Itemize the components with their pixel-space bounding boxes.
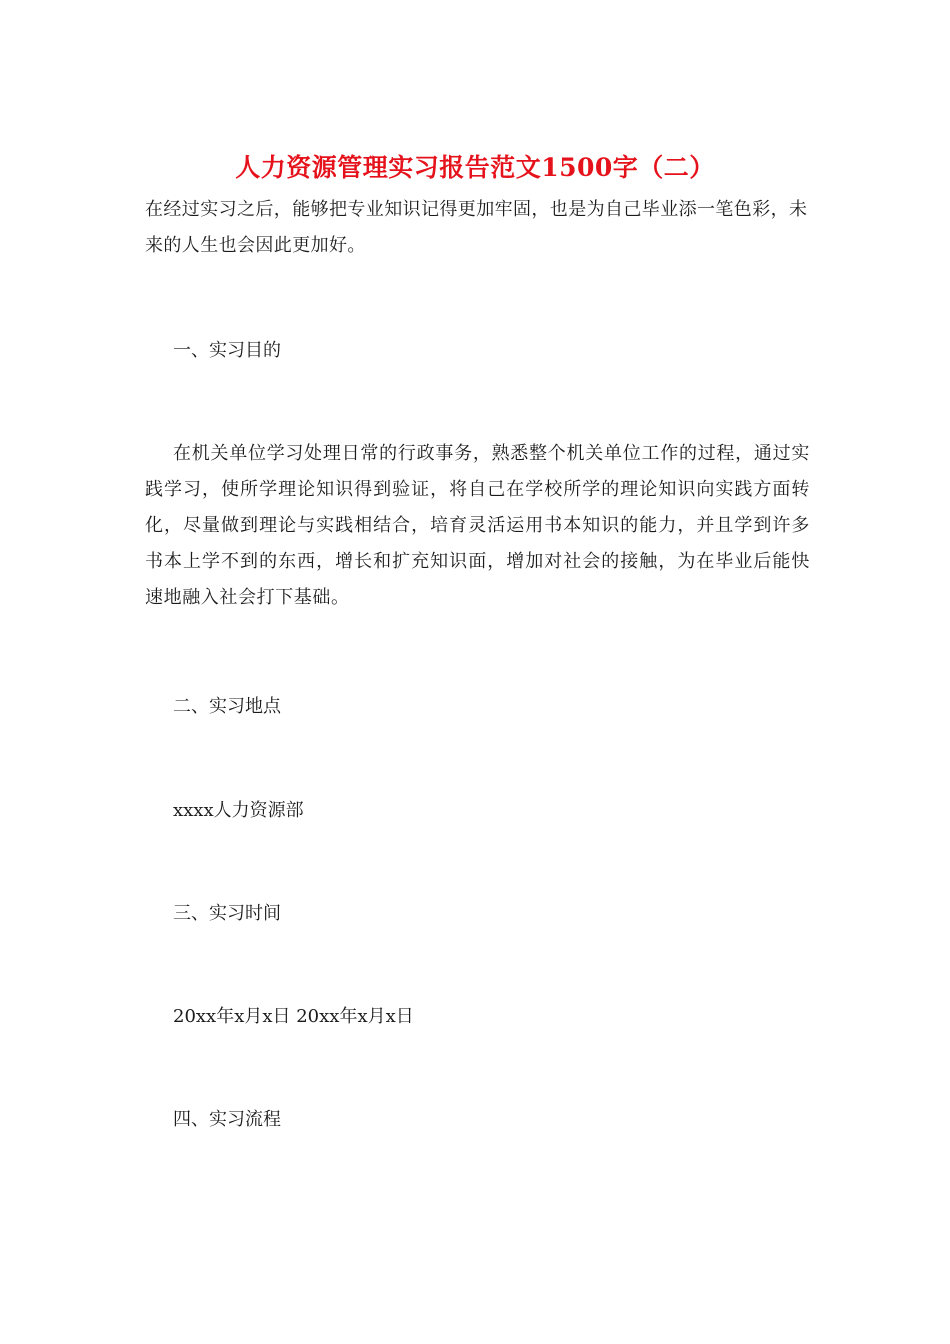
intro-paragraph: 在经过实习之后，能够把专业知识记得更加牢固，也是为自己毕业添一笔色彩，未来的人生也会因此更加好。 — [145, 199, 808, 256]
section-body-purpose: 在机关单位学习处理日常的行政事务，熟悉整个机关单位工作的过程，通过实践学习，使所学理论知识得到验证，将自己在学校所学的理论知识向实践方面转化，尽量做到理论与实践相结合，培育灵活运用书本知识的能力，并且学到许多书本上学不到的东西，增长和扩充知识面，增加对社会的接触，为在毕业后能快速地融入社会打下基础。 — [145, 443, 810, 608]
section-heading-purpose: 一、实习目的 — [173, 340, 281, 361]
section-body-location: xxxx人力资源部 — [173, 800, 304, 821]
section-heading-time: 三、实习时间 — [173, 903, 281, 924]
section-heading-process: 四、实习流程 — [173, 1109, 281, 1130]
document-title: 人力资源管理实习报告范文1500字（二） — [235, 153, 715, 182]
section-body-time: 20xx年x月x日 20xx年x月x日 — [173, 1006, 414, 1027]
section-heading-location: 二、实习地点 — [173, 696, 281, 717]
